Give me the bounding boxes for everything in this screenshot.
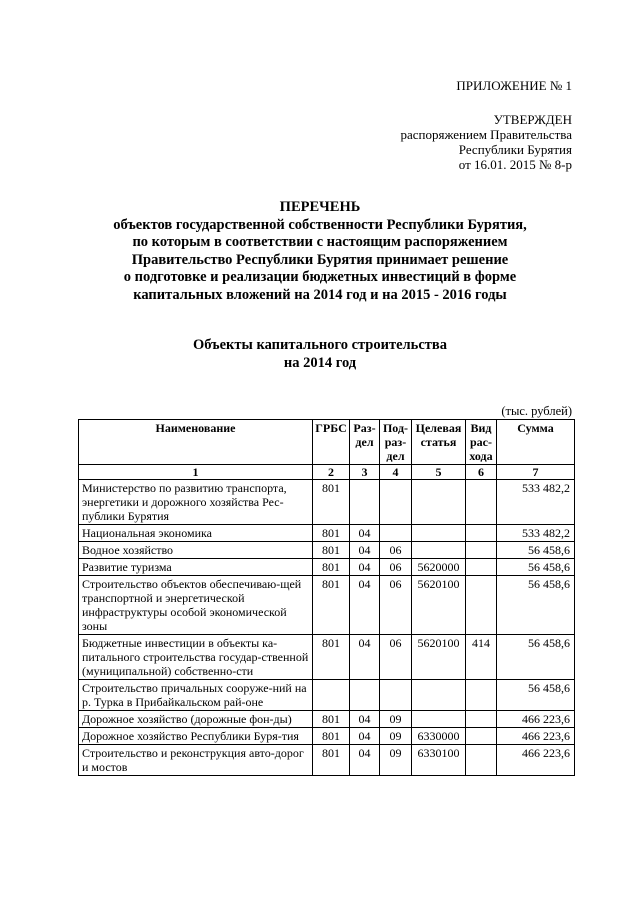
approval-line-4: от 16.01. 2015 № 8-р (458, 157, 572, 172)
cell-vid (466, 711, 497, 728)
cell-target (412, 711, 466, 728)
table-row (79, 525, 575, 542)
cell-razdel (350, 680, 380, 711)
cell-podrazdel: 09 (380, 745, 412, 776)
cell-target: 6330000 (412, 728, 466, 745)
cell-sum: 56 458,6 (497, 635, 575, 680)
cell-grbs: 801 (313, 711, 350, 728)
col-number: 2 (313, 465, 350, 480)
cell-razdel: 04 (350, 635, 380, 680)
col-number: 1 (79, 465, 313, 480)
cell-sum: 466 223,6 (497, 728, 575, 745)
cell-sum: 56 458,6 (497, 542, 575, 559)
cell-razdel: 04 (350, 711, 380, 728)
table-row (79, 559, 575, 576)
cell-name: Национальная экономика (79, 525, 313, 542)
approval-stamp (400, 112, 572, 172)
cell-name: Дорожное хозяйство (дорожные фон-ды) (79, 711, 313, 728)
cell-razdel (350, 480, 380, 525)
appendix-label (456, 78, 572, 93)
table-row (79, 542, 575, 559)
cell-target: 5620100 (412, 635, 466, 680)
cell-podrazdel: 06 (380, 542, 412, 559)
cell-podrazdel: 06 (380, 559, 412, 576)
cell-grbs: 801 (313, 542, 350, 559)
cell-razdel: 04 (350, 559, 380, 576)
cell-vid (466, 745, 497, 776)
cell-razdel: 04 (350, 525, 380, 542)
document-title (0, 199, 640, 304)
table-row (79, 711, 575, 728)
header-podrazdel: Под- раз- дел (380, 420, 412, 465)
cell-podrazdel (380, 480, 412, 525)
section-title (0, 337, 640, 372)
appendix-number: ПРИЛОЖЕНИЕ № 1 (456, 78, 572, 93)
header-razdel: Раз- дел (350, 420, 380, 465)
cell-razdel: 04 (350, 728, 380, 745)
objects-table (78, 419, 575, 776)
cell-name: Строительство и реконструкция авто-дорог и мостов (79, 745, 313, 776)
column-number-row (79, 465, 575, 480)
cell-target: 5620100 (412, 576, 466, 635)
cell-vid (466, 576, 497, 635)
cell-razdel: 04 (350, 576, 380, 635)
title-line-1: ПЕРЕЧЕНЬ (279, 199, 361, 215)
cell-vid (466, 480, 497, 525)
header-name: Наименование (79, 420, 313, 465)
col-number: 5 (412, 465, 466, 480)
section-line-2: на 2014 год (283, 354, 357, 371)
cell-sum: 56 458,6 (497, 559, 575, 576)
approval-line-3: Республики Бурятия (458, 142, 572, 157)
cell-name: Развитие туризма (79, 559, 313, 576)
cell-sum: 56 458,6 (497, 576, 575, 635)
col-number: 4 (380, 465, 412, 480)
cell-name: Строительство объектов обеспечиваю-щей транспортной и энергетической инфраструктуры особой экономической зоны (79, 576, 313, 635)
cell-name: Министерство по развитию транспорта, энергетики и дорожного хозяйства Рес-публики Бурятия (79, 480, 313, 525)
title-line-4: Правительство Республики Бурятия принимает решение (131, 251, 509, 268)
units-note: (тыс. рублей) (501, 404, 572, 418)
cell-target (412, 542, 466, 559)
cell-podrazdel (380, 680, 412, 711)
table-row (79, 728, 575, 745)
cell-target: 5620000 (412, 559, 466, 576)
header-grbs: ГРБС (313, 420, 350, 465)
cell-vid (466, 680, 497, 711)
cell-sum: 533 482,2 (497, 480, 575, 525)
title-line-6: капитальных вложений на 2014 год и на 2015 - 2016 годы (133, 286, 507, 303)
cell-name: Строительство причальных сооруже-ний на р. Турка в Прибайкальском рай-оне (79, 680, 313, 711)
table-row (79, 745, 575, 776)
table-header-row (79, 420, 575, 465)
header-sum: Сумма (497, 420, 575, 465)
approval-line-1: УТВЕРЖДЕН (493, 112, 572, 127)
cell-podrazdel: 06 (380, 576, 412, 635)
section-line-1: Объекты капитального строительства (193, 337, 447, 353)
header-target: Целевая статья (412, 420, 466, 465)
cell-target: 6330100 (412, 745, 466, 776)
cell-target (412, 480, 466, 525)
col-number: 6 (466, 465, 497, 480)
cell-sum: 466 223,6 (497, 711, 575, 728)
cell-target (412, 525, 466, 542)
col-number: 3 (350, 465, 380, 480)
cell-razdel: 04 (350, 542, 380, 559)
cell-grbs: 801 (313, 635, 350, 680)
cell-podrazdel: 06 (380, 635, 412, 680)
cell-vid (466, 542, 497, 559)
cell-vid (466, 559, 497, 576)
cell-grbs: 801 (313, 745, 350, 776)
table-row (79, 576, 575, 635)
cell-target (412, 680, 466, 711)
cell-grbs: 801 (313, 728, 350, 745)
title-line-5: о подготовке и реализации бюджетных инвестиций в форме (123, 269, 517, 285)
cell-vid (466, 728, 497, 745)
header-vid: Вид рас- хода (466, 420, 497, 465)
cell-sum: 533 482,2 (497, 525, 575, 542)
cell-grbs: 801 (313, 576, 350, 635)
table-row (79, 480, 575, 525)
cell-podrazdel: 09 (380, 728, 412, 745)
page-bottom (0, 843, 640, 905)
title-line-2: объектов государственной собственности Республики Бурятия, (113, 216, 527, 233)
cell-grbs: 801 (313, 559, 350, 576)
cell-sum: 56 458,6 (497, 680, 575, 711)
cell-podrazdel: 09 (380, 711, 412, 728)
cell-grbs: 801 (313, 525, 350, 542)
approval-line-2: распоряжением Правительства (400, 127, 572, 142)
cell-grbs: 801 (313, 480, 350, 525)
col-number: 7 (497, 465, 575, 480)
title-line-3: по которым в соответствии с настоящим распоряжением (132, 234, 508, 250)
cell-name: Дорожное хозяйство Республики Буря-тия (79, 728, 313, 745)
table-row (79, 680, 575, 711)
cell-sum: 466 223,6 (497, 745, 575, 776)
cell-vid: 414 (466, 635, 497, 680)
cell-vid (466, 525, 497, 542)
cell-name: Водное хозяйство (79, 542, 313, 559)
cell-podrazdel (380, 525, 412, 542)
table-row (79, 635, 575, 680)
cell-razdel: 04 (350, 745, 380, 776)
cell-name: Бюджетные инвестиции в объекты ка-питального строительства государ-ственной (муниципальной) собственно-сти (79, 635, 313, 680)
cell-grbs (313, 680, 350, 711)
